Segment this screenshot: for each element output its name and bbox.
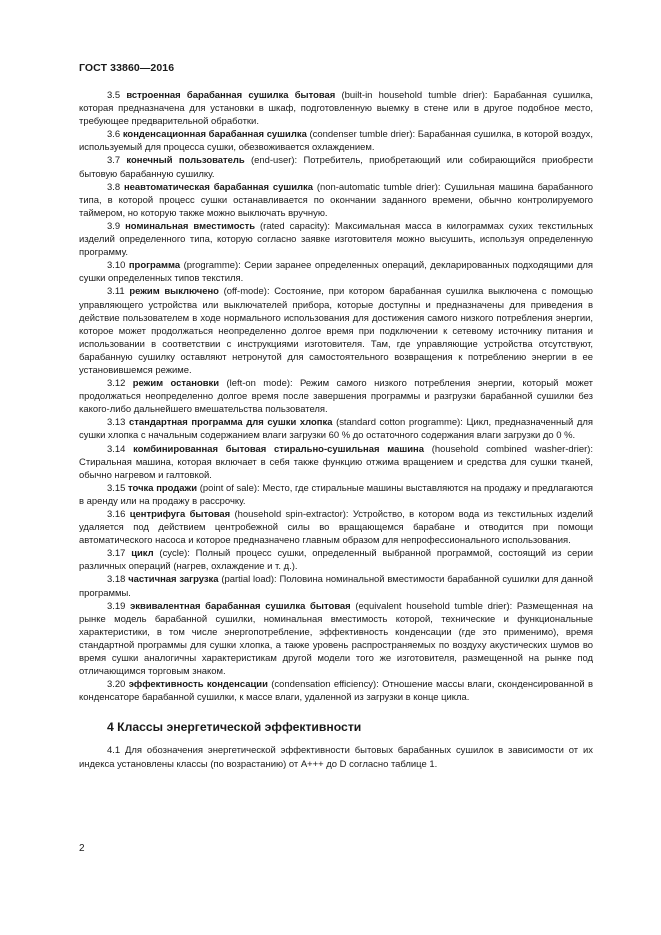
definition-term: режим выключено — [129, 286, 219, 298]
definition-text: (equivalent household tumble drier): Размещенная на рынке модель барабанной сушилки, номинальная вместимость которой, технические и функциональные характеристики, в том числе энергопотребление, эффективность конденсации (где это применимо), время стандартной программы для сушки хлопка, а также уровень распространяемых по воздуху акустических шумов во время сушки аналогичны характеристикам другой модели того же изготовителя, размещенной на рынке под отличающимся торговым знаком. — [79, 600, 593, 678]
definition-number: 3.17 — [107, 548, 132, 560]
definition-text: (end-user): Потребитель, приобретающий или собирающийся приобрести бытовую барабанную сушилку. — [79, 155, 593, 180]
definition-item — [79, 416, 593, 442]
definition-item — [79, 89, 593, 128]
definition-item — [79, 154, 593, 180]
definition-text: (condenser tumble drier): Барабанная сушилка, в которой воздух, используемый для процесса сушки, обезвоживается охлаждением. — [79, 129, 594, 154]
definition-term: конденсационная барабанная сушилка — [122, 129, 307, 141]
definition-number: 3.14 — [107, 443, 134, 455]
definition-term: стандартная программа для сушки хлопка — [129, 417, 333, 429]
definition-item — [79, 482, 593, 508]
definition-item — [79, 547, 593, 573]
definition-number: 3.12 — [107, 378, 133, 390]
definition-term: частичная загрузка — [128, 574, 219, 586]
definition-item — [79, 377, 593, 416]
definition-text: (left-on mode): Режим самого низкого потребления энергии, который может продолжаться неопределенно долгое время после завершения программы и разгрузки барабанной сушилки без какого-либо дальнейшего вмешательства пользователя. — [79, 378, 593, 416]
definition-term: центрифуга бытовая — [129, 509, 231, 520]
definition-item — [79, 443, 593, 482]
definition-term: встроенная барабанная сушилка бытовая — [126, 90, 336, 101]
definition-number: 3.15 — [107, 482, 129, 494]
definition-number: 3.20 — [107, 679, 129, 691]
definition-text: (household combined washer-drier): Стиральная машина, которая включает в себя также функцию отжима вращением и средства для сушки тканей, обычно нагревом и галтовкой. — [79, 443, 593, 481]
definition-item — [79, 508, 593, 547]
definition-number: 3.10 — [107, 260, 129, 272]
definition-text: (partial load): Половина номинальной вместимости барабанной сушилки для данной программы. — [79, 574, 594, 599]
definition-term: эквивалентная барабанная сушилка бытовая — [130, 600, 351, 612]
document-body — [79, 89, 593, 771]
page-number: 2 — [79, 843, 85, 854]
definition-term: эффективность конденсации — [128, 679, 268, 691]
definition-item — [79, 573, 593, 599]
definition-text: (non-automatic tumble drier): Сушильная машина барабанного типа, в которой процесс сушки останавливается по окончании заданного времени, обычно контролируемого таймером, но которую также можно выключать вручную. — [79, 181, 594, 219]
definition-text: (built-in household tumble drier): Барабанная сушилка, которая предназначена для установки в шкаф, подготовленную выемку в стене или в другое подобное место, требующее предварительной обработки. — [79, 90, 594, 128]
definition-term: режим остановки — [132, 378, 220, 390]
definition-number: 3.9 — [107, 220, 126, 232]
section-heading: 4 Классы энергетической эффективности — [107, 720, 362, 735]
definition-number: 3.6 — [107, 129, 123, 141]
definition-number: 3.16 — [107, 509, 130, 520]
definition-term: неавтоматическая барабанная сушилка — [123, 181, 314, 193]
definition-text: (rated capacity): Максимальная масса в килограммах сухих текстильных изделий определенного типа, которую согласно заявке изготовителя можно высушить, используя определенную программу. — [79, 220, 593, 259]
definition-item — [79, 285, 593, 377]
definition-text: (household spin-extractor): Устройство, в котором вода из текстильных изделий удаляется под действием центробежной силы во вращающемся барабане и отводится при помощи автоматического насоса и которое предназначено главным образом для непрофессионального использования. — [79, 509, 593, 547]
definition-number: 3.5 — [107, 90, 127, 101]
definition-number: 3.8 — [107, 181, 124, 193]
definition-text: (condensation efficiency): Отношение массы влаги, сконденсированной в конденсаторе барабанной сушилки, к массе влаги, удаленной из загрузки в конце цикла. — [79, 679, 593, 704]
definitions-list — [79, 89, 593, 704]
definition-term: конечный пользователь — [126, 155, 245, 167]
definition-term: комбинированная бытовая стирально-сушильная машина — [133, 443, 424, 455]
definition-text: (off-mode): Состояние, при котором барабанная сушилка выключена с помощью управляющего устройства или выключателей прибора, которые доступны и предназначены для приведения в действие пользователем в ходе нормального использования для достижения самого низкого потребления энергии, которое может продолжаться неопределенно долгое время при подключении к сетевому источнику питания и использовании в соответствии с инструкциями изготовителя. Там, где управляющие устройства отсутствуют, барабанную сушилку оставляют нетронутой для самостоятельного возвращения к потреблению энергии в ее установившемся режиме. — [79, 286, 593, 376]
definition-text: (programme): Серии заранее определенных операций, декларированных подходящими для сушки определенных типов текстиля. — [79, 260, 593, 285]
definition-term: точка продажи — [128, 482, 198, 494]
definition-text: (point of sale): Место, где стиральные машины выставляются на продажу и предлагаются в аренду или на продажу в рассрочку. — [79, 482, 593, 507]
definition-term: цикл — [131, 548, 154, 560]
definition-item — [79, 181, 593, 220]
definition-number: 3.19 — [107, 600, 131, 612]
definition-term: программа — [128, 260, 181, 272]
definition-number: 3.11 — [107, 286, 130, 298]
definition-item — [79, 259, 593, 285]
definition-item — [79, 678, 593, 704]
definition-number: 3.18 — [107, 574, 129, 586]
definition-item — [79, 128, 593, 154]
definition-item — [79, 600, 593, 679]
definition-term: номинальная вместимость — [125, 220, 256, 232]
definition-text: (cycle): Полный процесс сушки, определенный выбранной программой, состоящий из серии различных операций (нагрев, охлаждение и т. д.). — [79, 548, 593, 573]
definition-item — [79, 220, 593, 259]
definition-text: (standard cotton programme): Цикл, предназначенный для сушки хлопка с начальным содержанием влаги загрузки 60 % до остаточного содержания влаги загрузки до 0 %. — [79, 417, 593, 442]
definition-number: 3.13 — [107, 417, 129, 429]
definition-number: 3.7 — [107, 155, 127, 167]
standard-header: ГОСТ 33860—2016 — [79, 62, 175, 74]
section-paragraph: 4.1 Для обозначения энергетической эффективности бытовых барабанных сушилок в зависимости от их индекса установлены классы (по возрастанию) от A+++ до D согласно таблице 1. — [79, 745, 593, 770]
